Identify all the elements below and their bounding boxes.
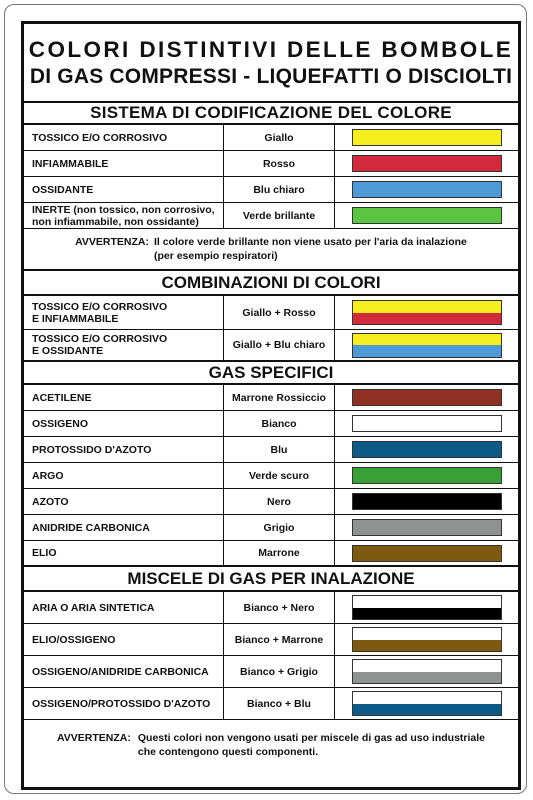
color-band bbox=[353, 390, 501, 405]
category-label: OSSIGENO/ANIDRIDE CARBONICA bbox=[32, 665, 209, 678]
category-cell bbox=[24, 624, 224, 655]
category-cell bbox=[24, 125, 224, 150]
table-row bbox=[24, 177, 518, 203]
color-swatch bbox=[352, 493, 502, 510]
color-swatch bbox=[352, 627, 502, 652]
category-label: ELIO/OSSIGENO bbox=[32, 633, 116, 646]
color-name: Bianco + Nero bbox=[224, 592, 335, 623]
color-swatch bbox=[352, 659, 502, 684]
table-row bbox=[24, 203, 518, 229]
swatch-cell bbox=[335, 296, 518, 329]
category-cell bbox=[24, 411, 224, 436]
category-label: INFIAMMABILE bbox=[32, 157, 109, 170]
warning-line: che contengono questi componenti. bbox=[137, 745, 319, 758]
warning-text bbox=[57, 731, 485, 759]
color-name: Giallo + Rosso bbox=[224, 296, 335, 329]
category-label: INERTE (non tossico, non corrosivo, bbox=[32, 203, 215, 216]
table-row bbox=[24, 656, 518, 688]
color-band bbox=[353, 301, 501, 313]
swatch-cell bbox=[335, 592, 518, 623]
color-band bbox=[353, 468, 501, 483]
swatch-cell bbox=[335, 177, 518, 202]
table-row bbox=[24, 385, 518, 411]
color-name: Verde brillante bbox=[224, 203, 335, 228]
color-swatch bbox=[352, 155, 502, 172]
color-band bbox=[353, 660, 501, 672]
category-cell bbox=[24, 489, 224, 514]
swatch-cell bbox=[335, 656, 518, 687]
color-band bbox=[353, 596, 501, 608]
category-cell bbox=[24, 177, 224, 202]
category-label: E OSSIDANTE bbox=[32, 345, 104, 357]
section-title: SISTEMA DI CODIFICAZIONE DEL COLORE bbox=[24, 103, 518, 125]
category-label: AZOTO bbox=[32, 495, 69, 508]
warning-line: (per esempio respiratori) bbox=[153, 250, 278, 262]
category-label: ARIA O ARIA SINTETICA bbox=[32, 601, 155, 614]
category-label: TOSSICO E/O CORROSIVO bbox=[32, 333, 168, 345]
section-title: MISCELE DI GAS PER INALAZIONE bbox=[24, 567, 518, 592]
category-label: TOSSICO E/O CORROSIVO bbox=[32, 131, 168, 144]
section-title: GAS SPECIFICI bbox=[24, 362, 518, 385]
color-name: Verde scuro bbox=[224, 463, 335, 488]
color-swatch bbox=[352, 691, 502, 716]
table-row bbox=[24, 592, 518, 624]
color-name: Rosso bbox=[224, 151, 335, 176]
color-band bbox=[353, 546, 501, 561]
table-row bbox=[24, 541, 518, 567]
color-name: Marrone Rossiccio bbox=[224, 385, 335, 410]
category-cell bbox=[24, 688, 224, 719]
category-label: ARGO bbox=[32, 469, 64, 482]
category-cell bbox=[24, 203, 224, 228]
swatch-cell bbox=[335, 541, 518, 565]
warning-text bbox=[75, 235, 467, 263]
warning-label: AVVERTENZA: bbox=[56, 731, 131, 744]
color-band bbox=[353, 704, 501, 716]
category-cell bbox=[24, 592, 224, 623]
sign-header bbox=[24, 24, 518, 103]
color-swatch bbox=[352, 333, 502, 358]
table-row bbox=[24, 296, 518, 330]
color-band bbox=[353, 608, 501, 620]
swatch-cell bbox=[335, 151, 518, 176]
warning-note bbox=[24, 720, 518, 769]
category-label: OSSIGENO/PROTOSSIDO D'AZOTO bbox=[32, 697, 211, 710]
color-swatch bbox=[352, 181, 502, 198]
color-name: Bianco + Grigio bbox=[224, 656, 335, 687]
color-band bbox=[353, 672, 501, 684]
color-band bbox=[353, 208, 501, 223]
table-row bbox=[24, 489, 518, 515]
color-name: Bianco + Blu bbox=[224, 688, 335, 719]
table-row bbox=[24, 151, 518, 177]
color-swatch bbox=[352, 207, 502, 224]
color-swatch bbox=[352, 129, 502, 146]
color-name: Bianco + Marrone bbox=[224, 624, 335, 655]
table-row bbox=[24, 515, 518, 541]
warning-body bbox=[154, 235, 467, 263]
swatch-cell bbox=[335, 463, 518, 488]
color-swatch bbox=[352, 595, 502, 620]
color-band bbox=[353, 442, 501, 457]
color-swatch bbox=[352, 300, 502, 325]
table-row bbox=[24, 125, 518, 151]
category-cell bbox=[24, 330, 224, 360]
category-cell bbox=[24, 296, 224, 329]
category-label: TOSSICO E/O CORROSIVO bbox=[32, 300, 168, 313]
color-swatch bbox=[352, 441, 502, 458]
category-label: E INFIAMMABILE bbox=[32, 312, 119, 325]
category-label: ACETILENE bbox=[32, 391, 92, 404]
color-code-table bbox=[21, 21, 521, 790]
color-name: Bianco bbox=[224, 411, 335, 436]
table-row bbox=[24, 411, 518, 437]
title-line-2: DI GAS COMPRESSI - LIQUEFATTI O DISCIOLTI bbox=[29, 64, 513, 88]
warning-line: Questi colori non vengono usati per miscele di gas ad uso industriale bbox=[137, 731, 486, 744]
color-band bbox=[353, 334, 501, 346]
table-row bbox=[24, 688, 518, 720]
safety-sign bbox=[4, 4, 527, 794]
color-name: Marrone bbox=[224, 541, 335, 565]
color-name: Blu chiaro bbox=[224, 177, 335, 202]
color-swatch bbox=[352, 467, 502, 484]
color-band bbox=[353, 313, 501, 325]
category-label: PROTOSSIDO D'AZOTO bbox=[32, 443, 152, 456]
color-band bbox=[353, 130, 501, 145]
category-label: ELIO bbox=[32, 547, 57, 559]
swatch-cell bbox=[335, 437, 518, 462]
table-row bbox=[24, 437, 518, 463]
category-label: non infiammabile, non ossidante) bbox=[32, 215, 199, 228]
swatch-cell bbox=[335, 385, 518, 410]
category-cell bbox=[24, 463, 224, 488]
color-swatch bbox=[352, 545, 502, 562]
color-swatch bbox=[352, 519, 502, 536]
color-name: Blu bbox=[224, 437, 335, 462]
color-name: Nero bbox=[224, 489, 335, 514]
color-band bbox=[353, 156, 501, 171]
swatch-cell bbox=[335, 688, 518, 719]
color-band bbox=[353, 416, 501, 431]
color-swatch bbox=[352, 389, 502, 406]
table-row bbox=[24, 330, 518, 362]
color-band bbox=[353, 494, 501, 509]
swatch-cell bbox=[335, 515, 518, 540]
color-band bbox=[353, 692, 501, 704]
category-cell bbox=[24, 385, 224, 410]
category-cell bbox=[24, 437, 224, 462]
category-cell bbox=[24, 515, 224, 540]
swatch-cell bbox=[335, 624, 518, 655]
swatch-cell bbox=[335, 203, 518, 228]
warning-line: Il colore verde brillante non viene usato per l'aria da inalazione bbox=[153, 236, 467, 248]
category-label: OSSIDANTE bbox=[32, 183, 94, 196]
color-name: Giallo bbox=[224, 125, 335, 150]
color-band bbox=[353, 345, 501, 357]
color-name: Grigio bbox=[224, 515, 335, 540]
color-swatch bbox=[352, 415, 502, 432]
warning-label: AVVERTENZA: bbox=[75, 236, 149, 248]
color-band bbox=[353, 628, 501, 640]
category-label: ANIDRIDE CARBONICA bbox=[32, 521, 150, 534]
color-band bbox=[353, 182, 501, 197]
swatch-cell bbox=[335, 411, 518, 436]
warning-body bbox=[138, 731, 485, 759]
swatch-cell bbox=[335, 330, 518, 360]
title-line-1: COLORI DISTINTIVI DELLE BOMBOLE bbox=[28, 36, 514, 62]
category-label: OSSIGENO bbox=[32, 417, 89, 430]
color-name: Giallo + Blu chiaro bbox=[224, 330, 335, 360]
table-row bbox=[24, 463, 518, 489]
section-title: COMBINAZIONI DI COLORI bbox=[24, 271, 518, 296]
table-row bbox=[24, 624, 518, 656]
color-band bbox=[353, 520, 501, 535]
swatch-cell bbox=[335, 125, 518, 150]
category-cell bbox=[24, 151, 224, 176]
category-cell bbox=[24, 541, 224, 565]
color-band bbox=[353, 640, 501, 652]
category-cell bbox=[24, 656, 224, 687]
warning-note bbox=[24, 229, 518, 271]
swatch-cell bbox=[335, 489, 518, 514]
